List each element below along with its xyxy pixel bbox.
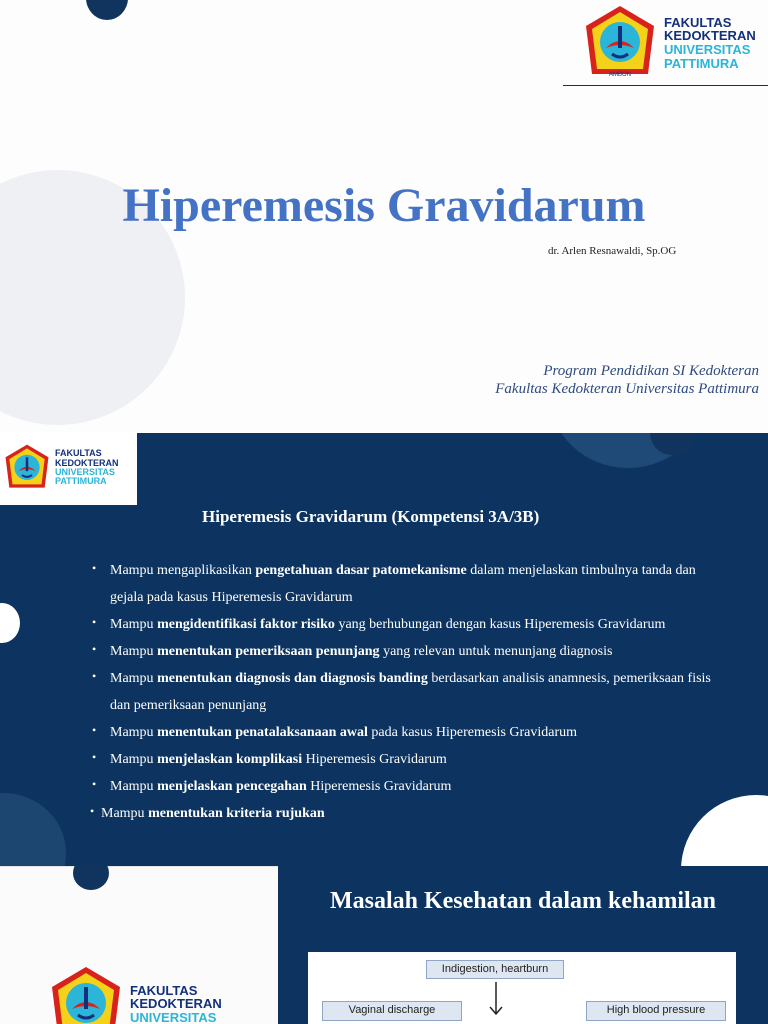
list-item: • Mampu mengaplikasikan pengetahuan dasar patomekanisme dalam menjelaskan timbulnya tanda dan gejala pada kasus Hiperemesis Gravidarum — [90, 557, 730, 611]
university-seal-icon — [582, 4, 658, 82]
list-item: • Mampu menentukan kriteria rujukan — [88, 800, 730, 827]
decorative-circle — [0, 603, 20, 643]
faculty-logo — [3, 443, 119, 493]
logo-line-2: KEDOKTERAN — [130, 996, 222, 1012]
list-item: • Mampu menentukan penatalaksanaan awal pada kasus Hiperemesis Gravidarum — [90, 719, 730, 746]
logo-line-1: FAKULTAS — [130, 982, 198, 998]
diagram-box-right: High blood pressure — [586, 1001, 726, 1021]
logo-line-3: UNIVERSITAS — [55, 467, 115, 477]
program-info — [495, 362, 759, 398]
list-item: • Mampu mengidentifikasi faktor risiko yang berhubungan dengan kasus Hiperemesis Gravidarum — [90, 611, 730, 638]
logo-underline — [563, 85, 768, 86]
logo-line-2: KEDOKTERAN — [664, 28, 756, 44]
logo-text — [664, 16, 756, 71]
list-item: • Mampu menjelaskan komplikasi Hiperemesis Gravidarum — [90, 746, 730, 773]
logo-line-1: FAKULTAS — [55, 448, 102, 459]
decorative-circle — [86, 0, 128, 20]
list-item: • Mampu menentukan diagnosis dan diagnosis banding berdasarkan analisis anamnesis, pemeriksaan fisis dan pemeriksaan penunjang — [90, 665, 730, 719]
author-name: dr. Arlen Resnawaldi, Sp.OG — [548, 245, 677, 257]
program-line-1: Program Pendidikan SI Kedokteran — [543, 363, 759, 379]
diagram-box-left: Vaginal discharge — [322, 1001, 462, 1021]
program-line-2: Fakultas Kedokteran Universitas Pattimura — [495, 381, 759, 397]
diagram-box-top: Indigestion, heartburn — [426, 960, 564, 979]
competency-title: Hiperemesis Gravidarum (Kompetensi 3A/3B) — [202, 507, 540, 526]
university-seal-icon — [3, 443, 51, 493]
health-problems-title: Masalah Kesehatan dalam kehamilan — [329, 888, 717, 914]
logo-text — [55, 449, 119, 487]
logo-panel — [0, 433, 137, 505]
logo-line-4: PATTIMURA — [55, 476, 107, 487]
slide-health-problems — [0, 866, 768, 1024]
arrow-down-icon — [486, 982, 506, 1018]
list-item: • Mampu menentukan pemeriksaan penunjang yang relevan untuk menunjang diagnosis — [90, 638, 730, 665]
slide-competencies — [0, 433, 768, 866]
slide-title — [0, 0, 768, 433]
seal-bottom-text: AMBON — [608, 72, 632, 78]
faculty-logo — [48, 965, 222, 1024]
university-seal-icon — [48, 965, 124, 1024]
logo-line-1: FAKULTAS — [664, 14, 732, 30]
logo-text — [130, 984, 222, 1024]
logo-line-3: UNIVERSITAS — [130, 1009, 217, 1024]
logo-panel — [0, 866, 278, 1024]
logo-line-4: PATTIMURA — [664, 55, 739, 71]
competency-list — [90, 557, 730, 827]
list-item: • Mampu menjelaskan pencegahan Hiperemesis Gravidarum — [90, 773, 730, 800]
presentation-title: Hiperemesis Gravidarum — [122, 179, 646, 232]
decorative-circle — [0, 793, 66, 866]
logo-line-3: UNIVERSITAS — [664, 42, 751, 57]
logo-line-2: KEDOKTERAN — [55, 457, 119, 468]
faculty-logo — [582, 4, 756, 82]
health-problems-diagram — [308, 952, 736, 1024]
